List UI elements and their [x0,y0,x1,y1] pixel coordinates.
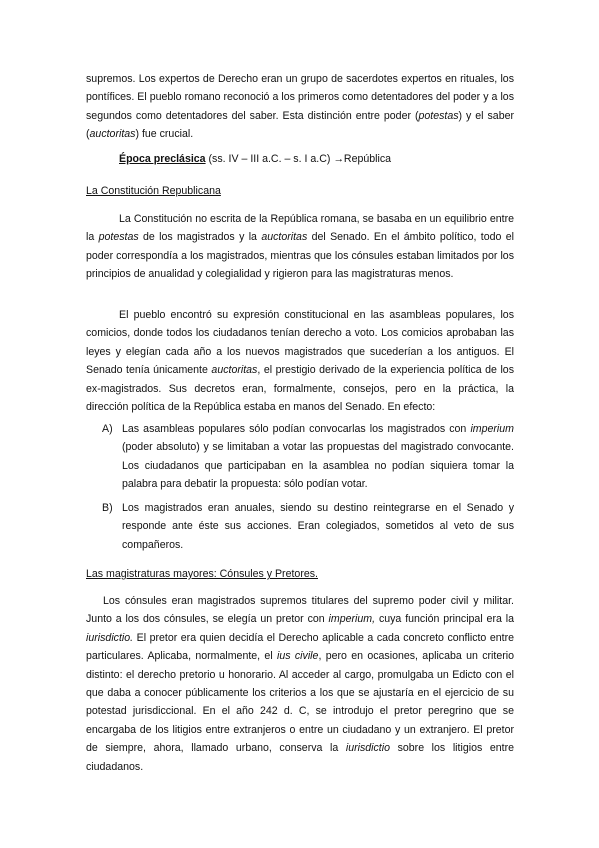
term-ius-civile: ius civile [277,650,319,663]
constitution-paragraph-2 [86,306,514,416]
term-auctoritas: auctoritas [89,128,136,141]
epoch-label: República [343,153,392,165]
text-run: cuya función principal era la [375,613,514,626]
magistracies-paragraph [86,592,514,776]
text-run: Los magistrados eran anuales, siendo su destino reintegrarse en el Senado y responde ante éste sus acciones. Eran colegiados, sometidos al veto de sus compañeros. [122,502,514,551]
text-run: de los magistrados y la [138,231,262,244]
text-run: del Senado. En el ámbito político, todo el poder correspondía a los magistrados, mientras que los cónsules estaban limitados por los principios de anualidad y colegialidad y rigieron para las magistraturas menos. [86,231,514,281]
epoch-range: (ss. IV – III a.C. – s. I a.C) [205,153,334,165]
arrow-right-icon: → [333,153,344,165]
text-run: El pretor era quien decidía el Derecho aplicable a cada concreto conflicto entre particulares. Aplicaba, normalmente, el [86,631,514,663]
epoch-heading [119,150,391,168]
list-item [86,420,514,494]
text-run: ) y el saber ( [86,109,515,141]
intro-paragraph [86,70,514,144]
text-run: , el prestigio derivado de la experiencia política de los ex-magistrados. Sus decretos eran, formalmente, consejos, pero en la práctica, la dirección política de la República estaba en manos del Senado. En efecto: [86,364,514,414]
list-marker: A) [102,423,113,435]
section-heading-constitution: La Constitución Republicana [86,185,221,197]
term-auctoritas: auctoritas [211,364,258,377]
text-run: Los cónsules eran magistrados supremos titulares del supremo poder civil y militar. Junto a los dos cónsules, se elegía un pretor con [86,595,514,626]
section-heading-magistracies: Las magistraturas mayores: Cónsules y Pretores. [86,568,318,580]
list-marker: B) [102,502,113,514]
text-run: supremos. Los expertos de Derecho eran un grupo de sacerdotes expertos en rituales, los pontífices. El pueblo romano reconoció a los primeros como detentadores del poder y a los segundos como detentadores del saber. Esta distinción entre poder ( [86,73,514,122]
text-run: (poder absoluto) y se limitaban a votar las propuestas del magistrado convocante. Los ciudadanos que participaban en la asamblea no podían siquiera tomar la palabra para debatir la propuesta: sólo podían votar. [122,441,514,491]
constitution-paragraph-1 [86,210,514,284]
term-potestas: potestas [98,231,139,244]
list-item-body [122,420,514,494]
term-auctoritas: auctoritas [261,231,308,244]
epoch-title: Época preclásica [119,153,206,165]
term-imperium: imperium [470,423,514,435]
list-item-body [122,499,514,554]
term-imperium: imperium, [328,613,376,626]
term-iurisdictio: iurisdictio. [86,631,134,644]
text-run: La Constitución no escrita de la República romana, se basaba en un equilibrio entre la [86,213,514,244]
term-iurisdictio: iurisdictio [345,742,390,755]
text-run: sobre los litigios entre ciudadanos. [86,742,514,773]
text-run: , pero en ocasiones, aplicaba un criterio distinto: el derecho pretorio u honorario. Al acceder al cargo, promulgaba un Edicto con el que daba a conocer públicamente los criterios a los que se ajustaría en el ejercicio de su potestad jurisdiccional. En el año 242 d. C, se introdujo el pretor peregrino que se encargaba de los litigios entre extranjeros o entre un ciudadano y un extranjero. El pretor de siempre, ahora, llamado urbano, conserva la [86,650,514,755]
list-item [86,499,514,554]
text-run: ) fue crucial. [135,128,194,141]
text-run: El pueblo encontró su expresión constitucional en las asambleas populares, los comicios, donde todos los ciudadanos tenían derecho a voto. Los comicios aprobaban las leyes y elegían cada año a los nuevos magistrados que sucederían a los antiguos. El Senado tenía únicamente [86,309,514,377]
term-potestas: potestas [418,109,459,122]
text-run: Las asambleas populares sólo podían convocarlas los magistrados con [122,423,471,435]
